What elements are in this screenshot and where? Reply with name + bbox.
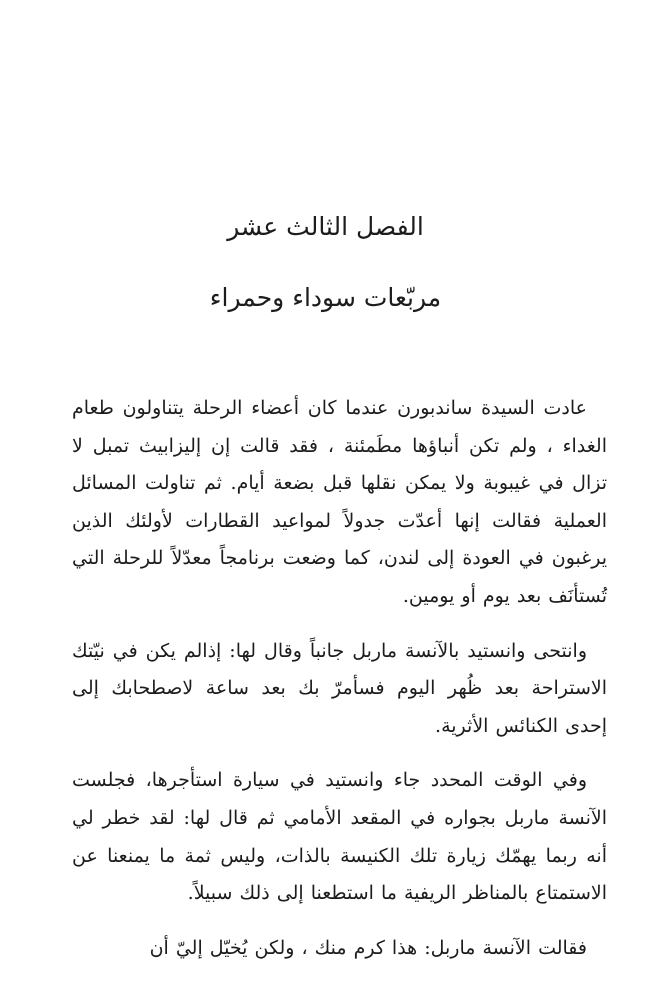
chapter-title-heading: مربّعات سوداء وحمراء [209, 283, 442, 312]
paragraph: عادت السيدة ساندبورن عندما كان أعضاء الرحلة يتناولون طعام الغداء ، ولم تكن أنباؤها مطَمئنة ، فقد قالت إن إليزابيث تمبل لا تزال في غيبوبة ولا يمكن نقلها قبل بضعة أيام. ثم تناولت المسائل العملية فقالت إنها أعدّت جدولاً لمواعيد القطارات لأولئك الذين يرغبون في العودة إلى لندن، كما وضعت برنامجاً معدّلاً للرحلة التي تُستأنَف بعد يوم أو يومين. [72, 397, 607, 607]
chapter-number-heading: الفصل الثالث عشر [227, 212, 424, 241]
paragraph: وانتحى وانستيد بالآنسة ماربل جانباً وقال لها: إذالم يكن في نيّتك الاستراحة بعد ظُهر اليوم فسأمرّ بك بعد ساعة لاصطحابك إلى إحدى الكنائس الأثرية. [72, 639, 607, 737]
chapter-body-text [72, 390, 607, 984]
paragraph: وفي الوقت المحدد جاء وانستيد في سيارة استأجرها، فجلست الآنسة ماربل بجواره في المقعد الأمامي ثم قال لها: لقد خطر لي أنه ربما يهمّك زيارة تلك الكنيسة بالذات، وليس ثمة ما يمنعنا عن الاستمتاع بالمناظر الريفية ما استطعنا إلى ذلك سبيلاً. [72, 769, 607, 905]
paragraph: فقالت الآنسة ماربل: هذا كرم منك ، ولكن يُخيّل إليّ أن [149, 936, 587, 959]
